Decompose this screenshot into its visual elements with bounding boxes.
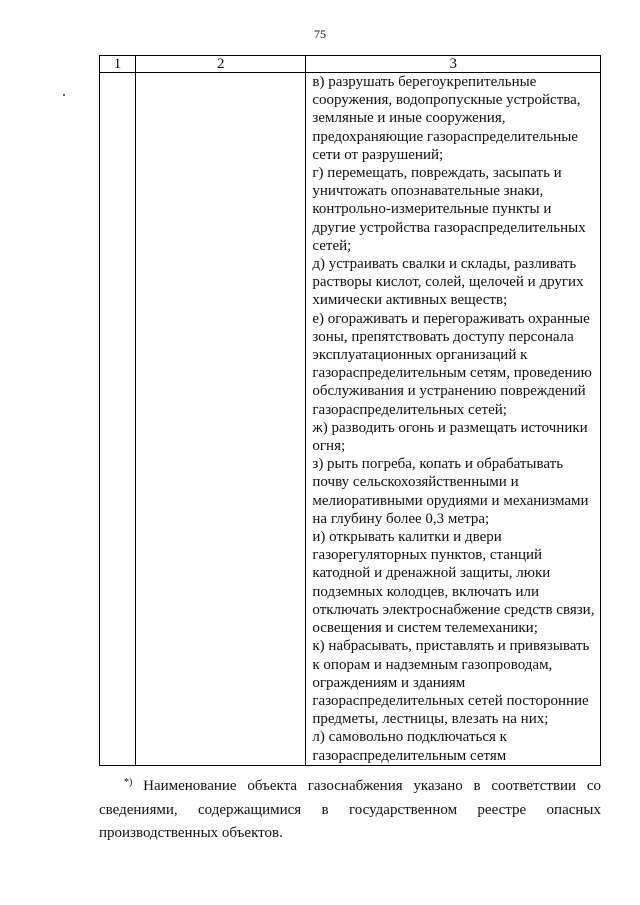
text-line: уничтожать опознавательные знаки, xyxy=(312,183,544,200)
scan-speck xyxy=(63,94,65,96)
text-line: сети от разрушений; xyxy=(312,146,444,163)
text-line: предметы, лестницы, влезать на них; xyxy=(312,711,549,728)
footnote-line: производственных объектов. xyxy=(99,825,283,841)
text-line: освещения и систем телемеханики; xyxy=(312,620,538,637)
text-line: л) самовольно подключаться к xyxy=(312,729,507,746)
text-line: газораспределительным сетям xyxy=(312,747,507,764)
table-header-row xyxy=(100,56,601,73)
text-line: почву сельскохозяйственными и xyxy=(312,474,519,491)
text-line: эксплуатационных организаций к xyxy=(312,347,528,364)
column-header-3: 3 xyxy=(306,56,601,73)
page-number: 75 xyxy=(314,27,326,41)
text-line: г) перемещать, повреждать, засыпать и xyxy=(312,165,562,182)
column-header-1: 1 xyxy=(100,56,136,73)
text-line: обслуживания и устранению повреждений xyxy=(312,383,586,400)
footnote xyxy=(99,771,601,846)
text-line: зоны, препятствовать доступу персонала xyxy=(312,328,574,345)
text-line: растворы кислот, солей, щелочей и других xyxy=(312,274,584,291)
text-line: подземных колодцев, включать или xyxy=(312,583,540,600)
column-header-2: 2 xyxy=(136,56,306,73)
text-line: в) разрушать берегоукрепительные xyxy=(312,74,537,90)
cell-column-1 xyxy=(100,73,136,766)
text-line: ж) разводить огонь и размещать источники xyxy=(312,419,588,436)
footnote-line: сведениями, содержащимися в государственном реестре опасных xyxy=(99,801,601,818)
text-line: на глубину более 0,3 метра; xyxy=(312,510,490,527)
text-line: катодной и дренажной защиты, люки xyxy=(312,565,551,582)
text-line: газораспределительным сетям, проведению xyxy=(312,365,592,382)
footnote-marker: *) xyxy=(124,777,133,788)
text-line: другие устройства газораспределительных xyxy=(312,219,586,236)
text-line: контрольно-измерительные пункты и xyxy=(312,201,552,218)
text-line: земляные и иные сооружения, xyxy=(312,110,506,127)
text-line: и) открывать калитки и двери xyxy=(312,529,502,546)
text-line: к) набрасывать, приставлять и привязывать xyxy=(312,638,590,655)
text-line: д) устраивать свалки и склады, разливать xyxy=(312,256,577,273)
text-line: мелиоративными орудиями и механизмами xyxy=(312,492,589,509)
table-row xyxy=(100,73,601,766)
text-line: з) рыть погреба, копать и обрабатывать xyxy=(312,456,564,473)
requirements-table xyxy=(99,55,601,766)
cell-column-2 xyxy=(136,73,306,766)
text-line: сооружения, водопропускные устройства, xyxy=(312,92,581,109)
cell-column-3 xyxy=(306,73,601,766)
text-line: предохраняющие газораспределительные xyxy=(312,128,578,145)
text-line: к опорам и надземным газопроводам, xyxy=(312,656,553,673)
text-line: ограждениям и зданиям xyxy=(312,674,466,691)
text-line: газорегуляторных пунктов, станций xyxy=(312,547,543,564)
footnote-line: *) Наименование объекта газоснабжения указано в соответствии со xyxy=(124,777,601,794)
text-line: газораспределительных сетей; xyxy=(312,401,507,418)
text-line: огня; xyxy=(312,438,346,455)
text-line: сетей; xyxy=(312,237,352,254)
text-line: газораспределительных сетей посторонние xyxy=(312,692,589,709)
text-line: отключать электроснабжение средств связи, xyxy=(312,601,595,618)
prohibitions-text xyxy=(306,73,600,765)
text-line: е) огораживать и перегораживать охранные xyxy=(312,310,590,327)
text-line: химически активных веществ; xyxy=(312,292,508,309)
